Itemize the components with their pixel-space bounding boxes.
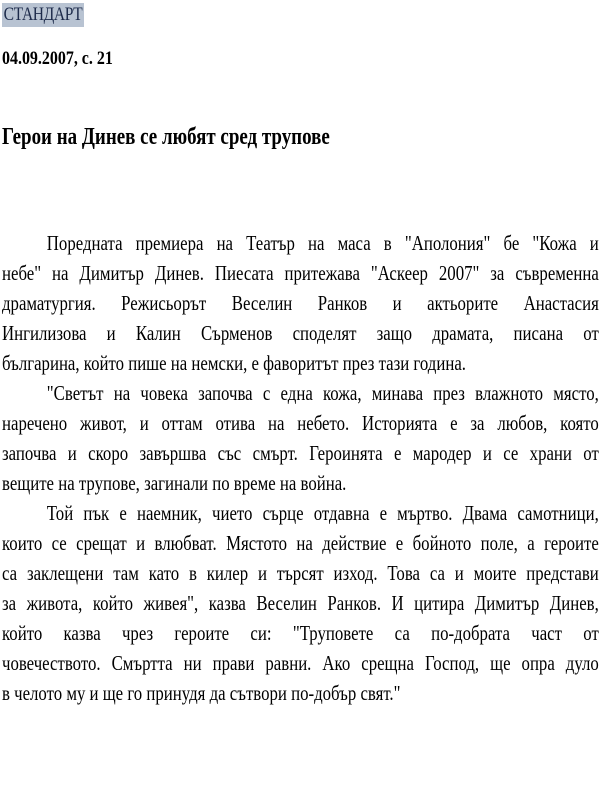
paragraph-1 xyxy=(2,228,599,378)
text-line: са заклещени там като в килер и търсят изход. Това са и моите представи xyxy=(2,561,599,585)
text-line: небе" на Димитър Динев. Пиесата притежава "Аскеер 2007" за съвременна xyxy=(2,261,599,285)
text-line: "Светът на човека започва с една кожа, минава през влажното място, xyxy=(46,381,599,405)
text-line: вещите на трупове, загинали по време на война. xyxy=(2,471,347,495)
paragraph-2 xyxy=(2,378,599,498)
text-line: Поредната премиера на Театър на маса в "Аполония" бе "Кожа и xyxy=(46,231,599,255)
newspaper-source: СТАНДАРТ xyxy=(3,4,83,25)
text-line: които се срещат и влюбват. Мястото на действие е бойното поле, а героите xyxy=(2,531,599,555)
text-line: Ингилизова и Калин Сърменов споделят защо драмата, писана от xyxy=(2,321,599,345)
text-line: наречено живот, и оттам отива на небето. Историята е за любов, която xyxy=(2,411,599,435)
text-line: Той пък е наемник, чието сърце отдавна е мъртво. Двама самотници, xyxy=(46,501,599,525)
text-line: който казва чрез героите си: "Труповете са по-добрата част от xyxy=(2,621,599,645)
publication-date-page: 04.09.2007, с. 21 xyxy=(2,48,113,69)
text-line: човечеството. Смъртта ни прави равни. Ако срещна Господ, ще опра дуло xyxy=(2,651,599,675)
article-title: Герои на Динев се любят сред трупове xyxy=(2,124,330,150)
text-line: в челото му и ще го принудя да сътвори по-добър свят." xyxy=(2,681,401,705)
text-line: българина, който пише на немски, е фаворитът през тази година. xyxy=(2,351,466,375)
text-line: драматургия. Режисьорът Веселин Ранков и актьорите Анастасия xyxy=(2,291,599,315)
text-line: започва и скоро завършва със смърт. Героинята е мародер и се храни от xyxy=(2,441,599,465)
text-line: за живота, който живея", казва Веселин Ранков. И цитира Димитър Динев, xyxy=(2,591,599,615)
article-body xyxy=(2,228,599,708)
paragraph-3 xyxy=(2,498,599,708)
